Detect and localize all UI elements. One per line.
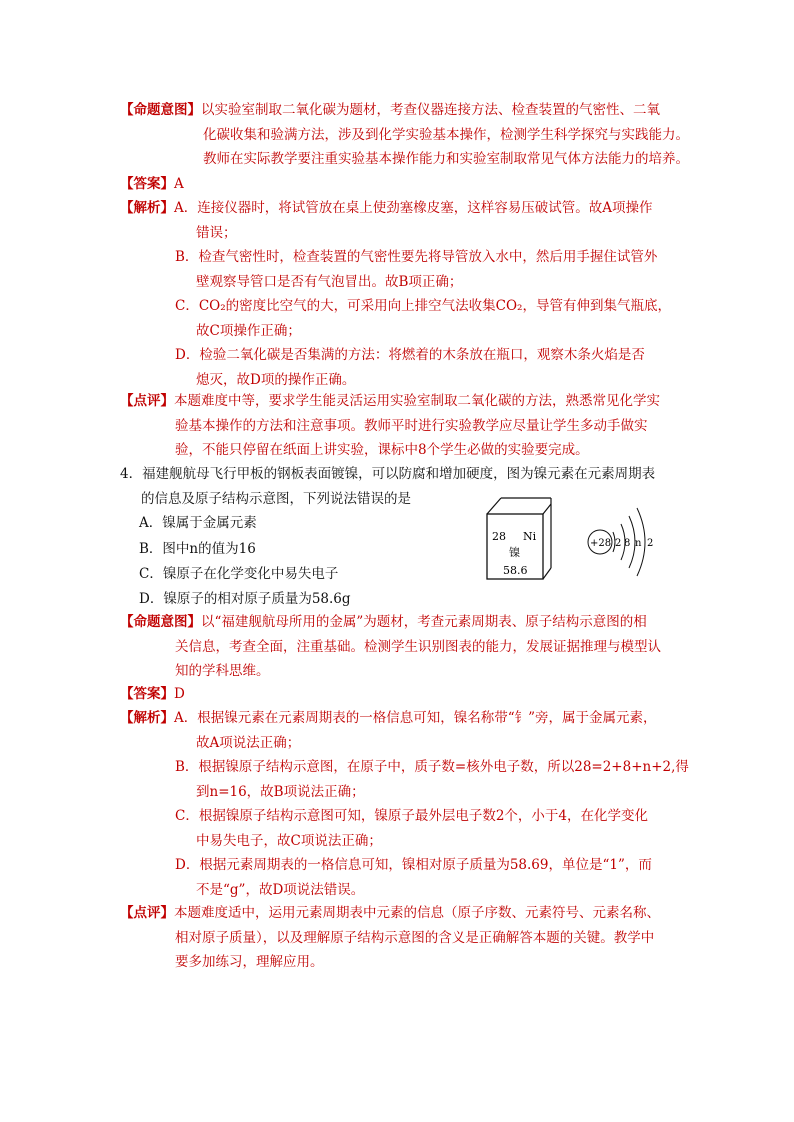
- analysis-line: D．根据元素周期表的一格信息可知，镍相对原子质量为58.69，单位是“1”，而: [175, 857, 652, 873]
- analysis-line: 中易失电子，故C项说法正确；: [196, 832, 382, 849]
- review-line: 本题难度适中，运用元素周期表中元素的信息（原子序数、元素符号、元素名称、: [174, 905, 660, 921]
- element-symbol: Ni: [523, 530, 537, 543]
- review-section-2: [120, 901, 660, 975]
- shell-1-electrons: 2: [615, 538, 622, 549]
- analysis-line: 到n=16，故B项说法正确；: [196, 783, 365, 800]
- review-section-1: [120, 389, 660, 463]
- intent-section-1: [120, 98, 689, 172]
- shell-4-electrons: 2: [647, 538, 654, 549]
- analysis-line: 错误；: [196, 224, 237, 241]
- atomic-number: 28: [492, 530, 506, 543]
- analysis-line: 不是“g”，故D项说法错误。: [196, 881, 365, 898]
- analysis-line: 熄灭，故D项的操作正确。: [196, 371, 356, 388]
- option-b: B．图中n的值为16: [139, 541, 256, 557]
- shell-2-electrons: 8: [624, 538, 631, 549]
- analysis-section-2: [120, 706, 689, 902]
- answer-value: A: [174, 176, 184, 192]
- review-line: 要多加练习，理解应用。: [175, 954, 324, 970]
- shell-3-electrons: n: [635, 538, 642, 549]
- intent-line: 关信息，考查全面，注重基础。检测学生识别图表的能力，发展证据推理与模型认: [175, 638, 661, 655]
- analysis-section-1: [120, 196, 671, 392]
- answer-tag: 【答案】: [120, 176, 174, 192]
- intent-tag: 【命题意图】: [120, 102, 201, 118]
- intent-line: 知的学科思维。: [175, 663, 270, 679]
- atom-structure-diagram: [583, 494, 663, 594]
- analysis-tag: 【解析】: [120, 710, 174, 726]
- answer-section-1: [120, 172, 184, 197]
- analysis-line: A．根据镍元素在元素周期表的一格信息可知，镍名称带“钅”旁，属于金属元素，: [174, 710, 657, 726]
- analysis-line: D．检验二氧化碳是否集满的方法：将燃着的木条放在瓶口，观察木条火焰是否: [175, 347, 645, 363]
- review-line: 本题难度中等，要求学生能灵活运用实验室制取二氧化碳的方法，熟悉常见化学实: [174, 393, 660, 409]
- analysis-line: C．CO₂的密度比空气的大，可采用向上排空气法收集CO₂，导管有伸到集气瓶底，: [175, 298, 671, 314]
- analysis-line: C．根据镍原子结构示意图可知，镍原子最外层电子数2个，小于4，在化学变化: [175, 808, 649, 824]
- atomic-mass: 58.6: [503, 564, 528, 577]
- analysis-line: B．检查气密性时，检查装置的气密性要先将导管放入水中，然后用手握住试管外: [175, 249, 658, 265]
- question-4-stem: [120, 462, 655, 511]
- intent-section-2: [120, 610, 661, 684]
- question-stem-line: 4．福建舰航母飞行甲板的钢板表面镀镍，可以防腐和增加硬度，图为镍元素在元素周期表: [120, 466, 656, 482]
- intent-line: 化碳收集和验满方法，涉及到化学实验基本操作，检测学生科学探究与实践能力。: [203, 126, 689, 143]
- periodic-table-cell: [483, 494, 553, 582]
- answer-value: D: [174, 686, 185, 702]
- review-tag: 【点评】: [120, 905, 174, 921]
- analysis-line: 壁观察导管口是否有气泡冒出。故B项正确；: [196, 273, 463, 290]
- option-d: D．镍原子的相对原子质量为58.6g: [139, 591, 351, 607]
- nucleus-charge: +28: [590, 538, 612, 549]
- option-a: A．镍属于金属元素: [139, 515, 257, 531]
- intent-line: 以实验室制取二氧化碳为题材，考查仪器连接方法、检查装置的气密性、二氧: [201, 102, 660, 118]
- element-name: 镍: [509, 546, 520, 559]
- analysis-line: B．根据镍原子结构示意图，在原子中，质子数=核外电子数，所以28=2+8+n+2,得: [175, 759, 689, 775]
- option-c: C．镍原子在化学变化中易失电子: [139, 566, 339, 582]
- analysis-tag: 【解析】: [120, 200, 174, 216]
- intent-line: 以“福建舰航母所用的金属”为题材，考查元素周期表、原子结构示意图的相: [201, 614, 647, 630]
- review-tag: 【点评】: [120, 393, 174, 409]
- review-line: 验基本操作的方法和注意事项。教师平时进行实验教学应尽量让学生多动手做实: [175, 417, 648, 434]
- intent-line: 教师在实际教学要注重实验基本操作能力和实验室制取常见气体方法能力的培养。: [203, 151, 689, 167]
- review-line: 相对原子质量），以及理解原子结构示意图的含义是正确解答本题的关键。教学中: [175, 929, 655, 946]
- analysis-line: 故C项操作正确；: [196, 322, 301, 339]
- question-stem-line: 的信息及原子结构示意图，下列说法错误的是: [141, 490, 411, 507]
- review-line: 验，不能只停留在纸面上讲实验，课标中8个学生必做的实验要完成。: [175, 442, 589, 458]
- analysis-line: 故A项说法正确；: [196, 734, 301, 751]
- answer-section-2: [120, 682, 185, 707]
- intent-tag: 【命题意图】: [120, 614, 201, 630]
- answer-tag: 【答案】: [120, 686, 174, 702]
- analysis-line: A．连接仪器时，将试管放在桌上使劲塞橡皮塞，这样容易压破试管。故A项操作: [174, 200, 653, 216]
